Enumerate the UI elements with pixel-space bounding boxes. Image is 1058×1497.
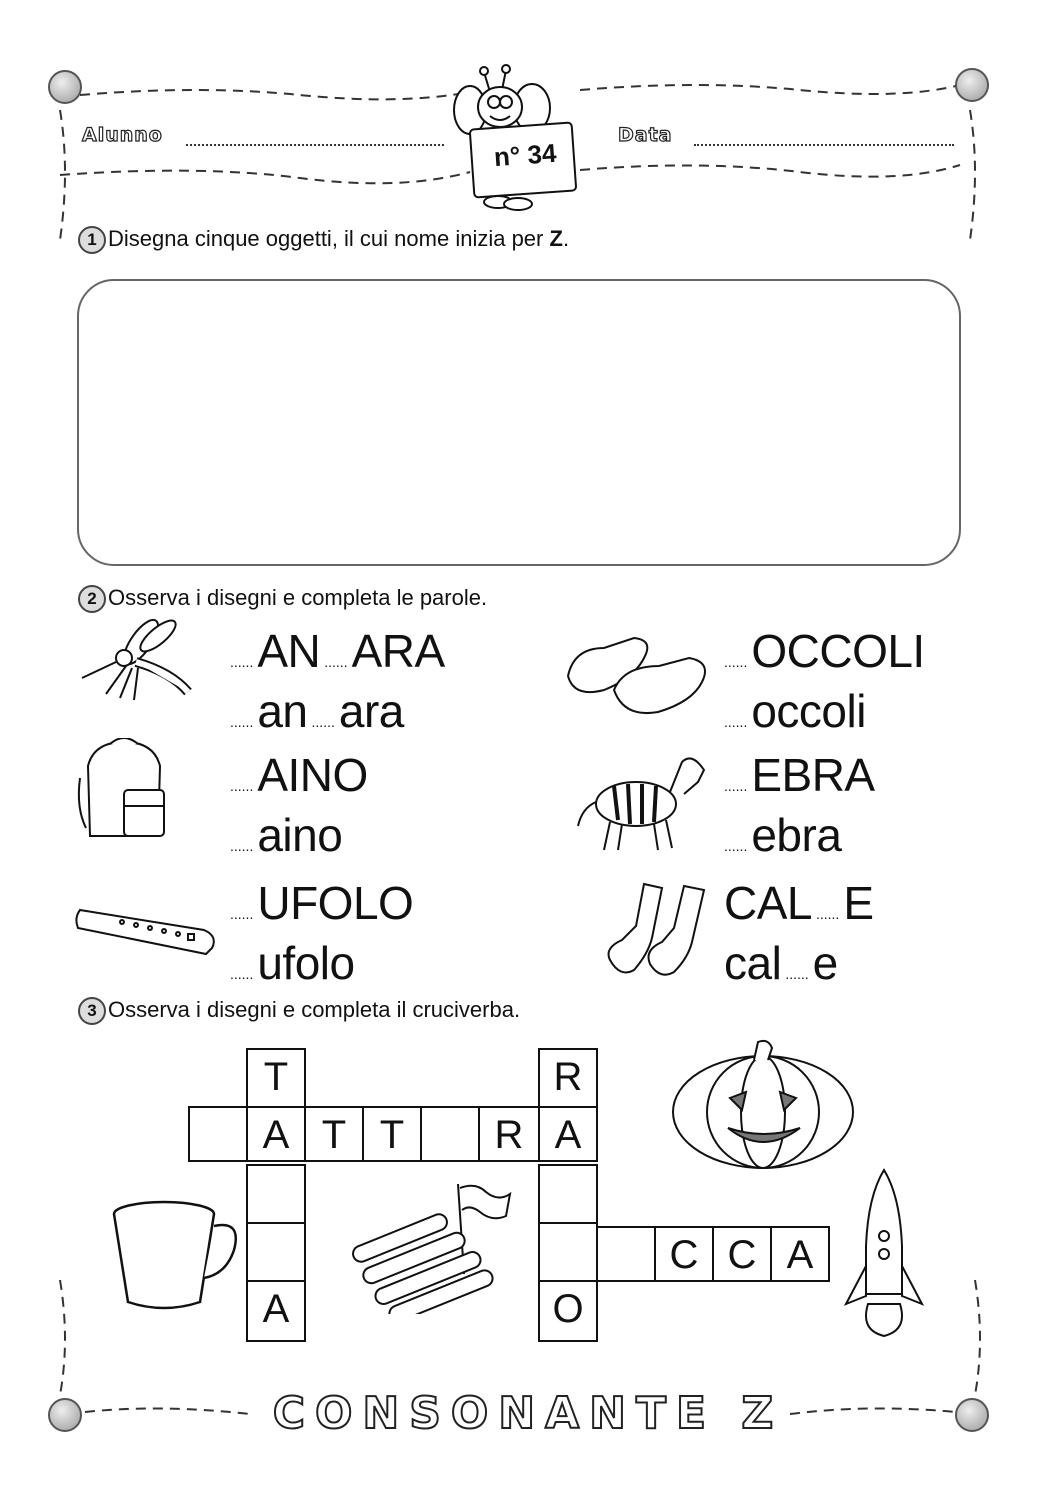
crossword-cell[interactable] <box>538 1164 598 1224</box>
fill-blank[interactable]: ...... <box>230 906 254 922</box>
fill-blank[interactable]: ...... <box>230 714 254 730</box>
exercise-3-instruction: 3 Osserva i disegni e completa il cruciverba. <box>78 997 520 1025</box>
word-lower-zanzara: ...... an ...... ara <box>230 685 404 737</box>
crossword-cell[interactable] <box>246 1164 306 1224</box>
crossword-cell[interactable]: A <box>246 1106 306 1162</box>
flute-icon <box>74 900 220 960</box>
word-upper-calze: CAL ...... E <box>724 877 874 929</box>
exercise-number-badge: 1 <box>78 226 106 254</box>
crossword-cell[interactable]: R <box>478 1106 540 1162</box>
fill-blank[interactable]: ...... <box>815 906 840 922</box>
crossword-cell[interactable]: T <box>304 1106 364 1162</box>
word-lower-zebra: ...... ebra <box>724 809 842 861</box>
exercise-2-instruction: 2 Osserva i disegni e completa le parole. <box>78 585 487 613</box>
word-upper-zebra: ...... EBRA <box>724 749 875 801</box>
exercise-number-badge: 2 <box>78 585 106 613</box>
cup-icon <box>106 1198 242 1312</box>
word-upper-zoccoli: ...... OCCOLI <box>724 625 925 677</box>
pumpkin-icon <box>668 1036 858 1172</box>
socks-icon <box>600 878 716 978</box>
student-name-line[interactable] <box>186 144 444 146</box>
crossword-cell[interactable]: T <box>246 1048 306 1108</box>
crossword-cell[interactable] <box>538 1222 598 1282</box>
fill-blank[interactable]: ...... <box>311 714 335 730</box>
sheet-number: n° 34 <box>492 137 558 173</box>
exercise-1-instruction: 1 Disegna cinque oggetti, il cui nome inizia per Z. <box>78 226 569 254</box>
fill-blank[interactable]: ...... <box>724 838 748 854</box>
word-lower-zoccoli: ...... occoli <box>724 685 866 737</box>
fill-blank[interactable]: ...... <box>230 654 254 670</box>
word-upper-zufolo: ...... UFOLO <box>230 877 414 929</box>
crossword-cell[interactable] <box>188 1106 248 1162</box>
crossword-cell[interactable]: A <box>538 1106 598 1162</box>
crossword-cell[interactable] <box>420 1106 480 1162</box>
crossword-cell[interactable]: A <box>770 1226 830 1282</box>
exercise-number-badge: 3 <box>78 997 106 1025</box>
fill-blank[interactable]: ...... <box>230 838 254 854</box>
fill-blank[interactable]: ...... <box>724 778 748 794</box>
crossword-cell[interactable]: T <box>362 1106 422 1162</box>
crossword-cell[interactable] <box>596 1226 656 1282</box>
word-lower-calze: cal ...... e <box>724 937 838 989</box>
raft-icon <box>336 1174 512 1314</box>
student-label: Alunno <box>82 124 163 146</box>
fill-blank[interactable]: ...... <box>785 966 809 982</box>
fill-blank[interactable]: ...... <box>230 778 254 794</box>
fill-blank[interactable]: ...... <box>724 714 748 730</box>
word-upper-zaino: ...... AINO <box>230 749 368 801</box>
crossword-cell[interactable]: C <box>654 1226 714 1282</box>
fill-blank[interactable]: ...... <box>324 654 348 670</box>
drawing-area[interactable] <box>80 282 958 563</box>
backpack-icon <box>74 738 174 844</box>
corner-knob <box>955 1398 989 1432</box>
zebra-icon <box>574 746 714 854</box>
crossword-cell[interactable]: C <box>712 1226 772 1282</box>
crossword-cell[interactable]: A <box>246 1280 306 1342</box>
word-lower-zufolo: ...... ufolo <box>230 937 355 989</box>
crossword-cell[interactable]: R <box>538 1048 598 1108</box>
rocket-icon <box>838 1166 930 1342</box>
mosquito-icon <box>76 612 200 702</box>
corner-knob <box>955 68 989 102</box>
fill-blank[interactable]: ...... <box>724 654 748 670</box>
footer-title: CONSONANTE Z <box>272 1388 784 1439</box>
clogs-icon <box>564 628 714 718</box>
corner-knob <box>48 1398 82 1432</box>
word-upper-zanzara: ...... AN ...... ARA <box>230 625 445 677</box>
fill-blank[interactable]: ...... <box>230 966 254 982</box>
word-lower-zaino: ...... aino <box>230 809 343 861</box>
date-line[interactable] <box>694 144 954 146</box>
date-label: Data <box>618 124 673 146</box>
crossword-cell[interactable] <box>246 1222 306 1282</box>
corner-knob <box>48 70 82 104</box>
crossword-cell[interactable]: O <box>538 1280 598 1342</box>
